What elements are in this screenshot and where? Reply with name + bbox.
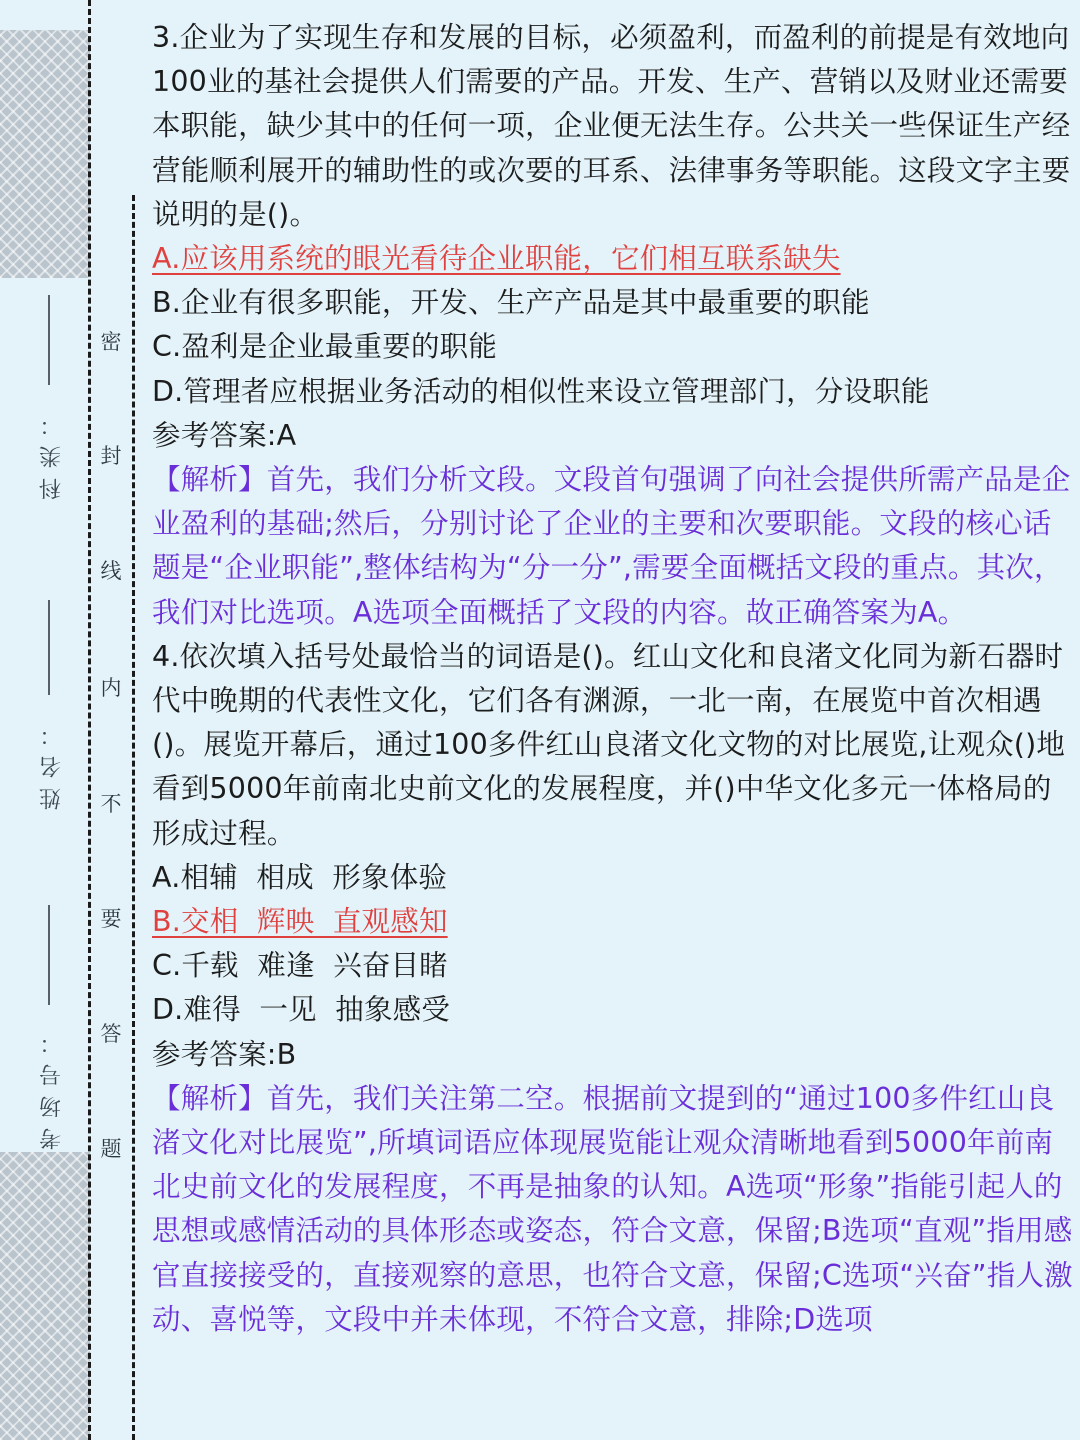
field-line-subject <box>48 295 50 385</box>
seal-char: 内 <box>96 672 126 702</box>
seal-char: 题 <box>96 1133 126 1163</box>
binding-dashed-line-inner <box>132 195 135 1440</box>
binding-dashed-line-outer <box>88 0 91 1440</box>
question-4-answer: 参考答案:B <box>152 1037 297 1071</box>
question-4-option-d: D.难得 一见 抽象感受 <box>152 993 451 1027</box>
question-3-option-c: C.盈利是企业最重要的职能 <box>152 330 498 364</box>
field-label-exam-room: 考场号： <box>39 1022 65 1150</box>
question-3-option-d: D.管理者应根据业务活动的相似性来设立管理部门，分设职能 <box>152 374 930 408</box>
question-3-option-a: A.应该用系统的眼光看待企业职能，它们相互联系缺失 <box>152 242 841 276</box>
seal-char: 线 <box>96 555 126 585</box>
question-3-analysis: 【解析】首先，我们分析文段。文段首句强调了向社会提供所需产品是企业盈利的基础;然后，分别讨论了企业的主要和次要职能。文段的核心话题是“企业职能”,整体结构为“分一分”,需要全面概括文段的重点。其次，我们对比选项。A选项全面概括了文段的内容。故正确答案为A。 <box>152 463 1071 629</box>
question-3-stem: 3.企业为了实现生存和发展的目标，必须盈利，而盈利的前提是有效地向100业的基社会提供人们需要的产品。开发、生产、营销以及财业还需要本职能，缺少其中的任何一项，企业便无法生存。公共关一些保证生产经营能顺利展开的辅助性的或次要的耳系、法律事务等职能。这段文字主要说明的是()。 <box>152 21 1071 231</box>
question-3-option-b: B.企业有很多职能，开发、生产产品是其中最重要的职能 <box>152 286 870 320</box>
hatched-margin-top <box>0 30 90 278</box>
seal-char: 答 <box>96 1018 126 1048</box>
field-line-exam-room <box>48 905 50 1005</box>
seal-char: 要 <box>96 903 126 933</box>
question-4-stem: 4.依次填入括号处最恰当的词语是()。红山文化和良渚文化同为新石器时代中晚期的代表性文化，它们各有渊源，一北一南，在展览中首次相遇()。展览开幕后，通过100多件红山良渚文化文物的对比展览,让观众()地看到5000年前南北史前文化的发展程度，并()中华文化多元一体格局的形成过程。 <box>152 639 1066 850</box>
question-4-option-a: A.相辅 相成 形象体验 <box>152 860 448 894</box>
seal-char: 封 <box>96 440 126 470</box>
seal-char: 密 <box>96 326 126 356</box>
question-4-analysis: 【解析】首先，我们关注第二空。根据前文提到的“通过100多件红山良渚文化对比展览”,所填词语应体现展览能让观众清晰地看到5000年前南北史前文化的发展程度，不再是抽象的认知。A选项“形象”指能引起人的思想或感情活动的具体形态或姿态，符合文意，保留;B选项“直观”指用感官直接接受的，直接观察的意思，也符合文意，保留;C选项“兴奋”指人激动、喜悦等，文段中并未体现，不符合文意，排除;D选项 <box>152 1081 1073 1336</box>
field-label-name: 姓名： <box>39 714 65 810</box>
field-label-subject: 科类： <box>39 404 65 500</box>
question-4-option-c: C.千载 难逢 兴奋目睹 <box>152 949 448 983</box>
seal-char: 不 <box>96 788 126 818</box>
question-4-option-b: B.交相 辉映 直观感知 <box>152 905 448 939</box>
field-line-name <box>48 600 50 695</box>
hatched-margin-bottom <box>0 1152 90 1440</box>
question-content <box>152 16 1076 1342</box>
question-3-answer: 参考答案:A <box>152 418 297 452</box>
